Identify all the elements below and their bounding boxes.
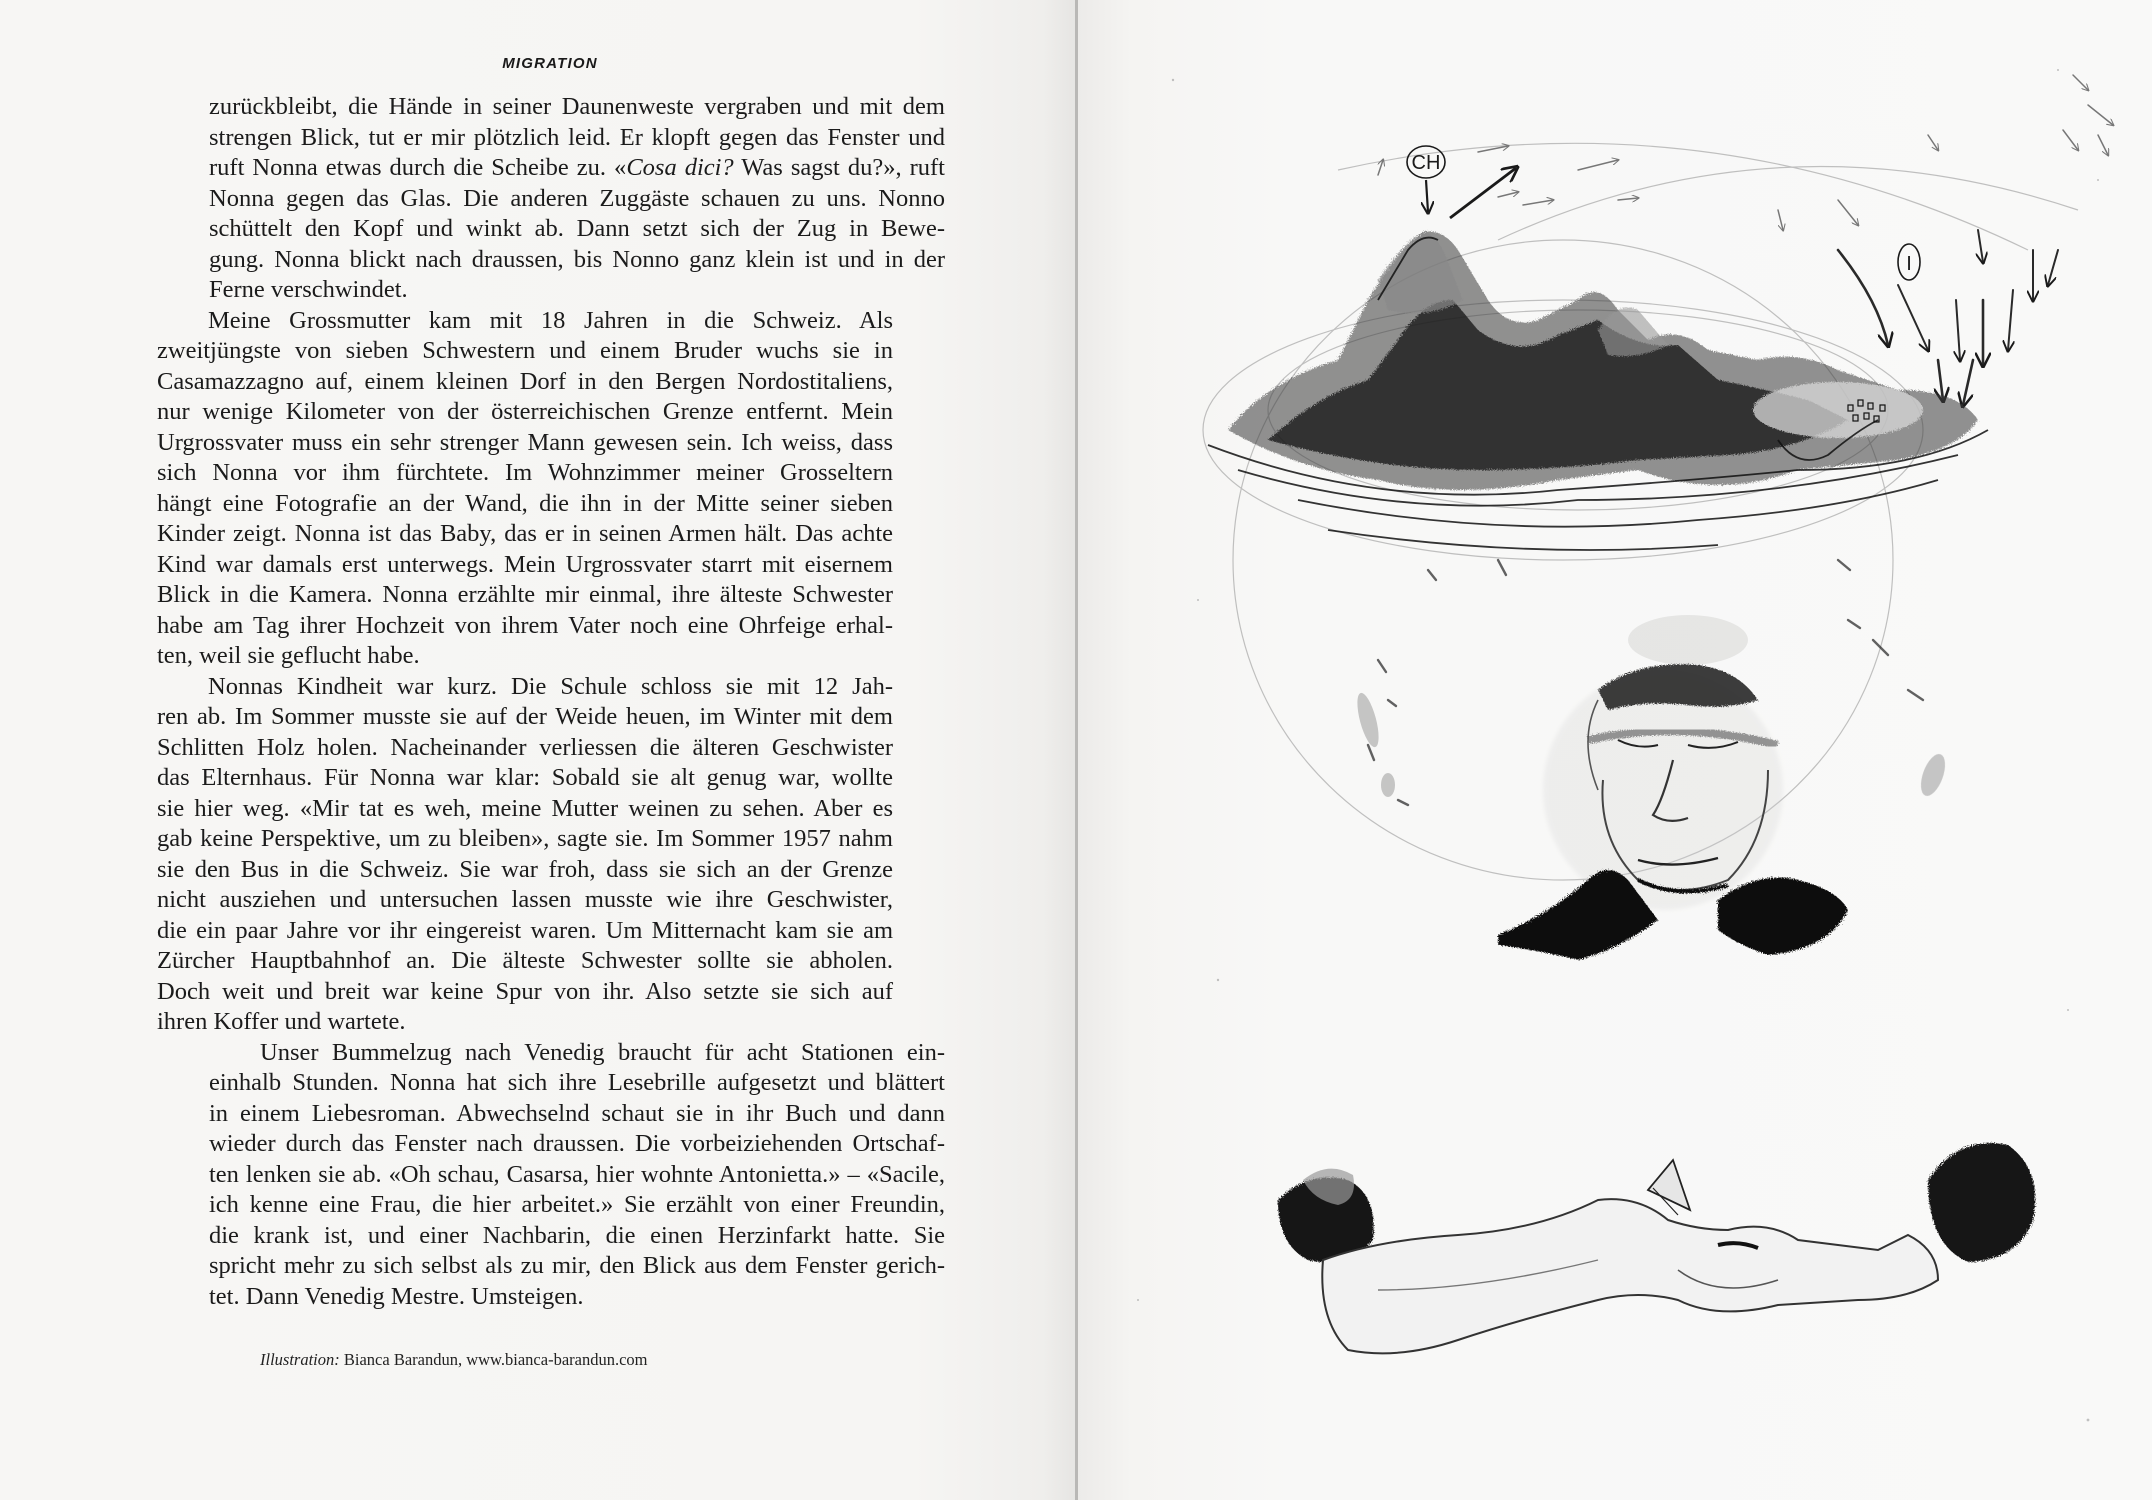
text-line: gung. Nonna blickt nach draussen, bis Nonno ganz klein ist und in der bbox=[209, 245, 945, 273]
text-line: in einem Liebesroman. Abwechselnd schaut sie in ihr Buch und dann bbox=[209, 1099, 945, 1127]
text-line: schüttelt den Kopf und winkt ab. Dann setzt sich der Zug in Bewe- bbox=[209, 215, 945, 242]
text-line: habe am Tag ihrer Hochzeit von ihrem Vater noch eine Ohrfeige erhal- bbox=[157, 611, 893, 639]
text-line: hängt eine Fotografie an der Wand, die ihn in der Mitte seiner sieben bbox=[157, 489, 893, 517]
text-line: ten lenken sie ab. «Oh schau, Casarsa, hier wohnte Antonietta.» – «Sacile, bbox=[209, 1160, 945, 1188]
illustration-credit bbox=[260, 1350, 648, 1370]
text-line: gab keine Perspektive, um zu bleiben», sagte sie. Im Sommer 1957 nahm bbox=[157, 825, 893, 852]
text-line: die krank ist, und einer Nachbarin, die einen Herzinfarkt hatte. Sie bbox=[209, 1221, 945, 1249]
left-page bbox=[0, 0, 1075, 1500]
paragraph-grossmutter bbox=[157, 306, 893, 672]
text-line: ihren Koffer und wartete. bbox=[157, 1008, 406, 1035]
label-i: I bbox=[1906, 253, 1912, 275]
text-line: Ferne verschwindet. bbox=[209, 276, 408, 303]
text-line: die ein paar Jahre vor ihr eingereist waren. Um Mitternacht kam sie am bbox=[157, 916, 893, 944]
text-line: Nonnas Kindheit war kurz. Die Schule schloss sie mit 12 Jah- bbox=[208, 672, 893, 700]
label-ch-marker bbox=[1407, 146, 1516, 218]
illustration bbox=[1078, 0, 2152, 1500]
faint-arrows bbox=[1378, 75, 2113, 230]
label-i-marker bbox=[1898, 244, 1920, 280]
text-line-with-italic bbox=[209, 153, 945, 184]
text-line: sie den Bus in die Schweiz. Sie war froh, dass sie sich an der Grenze bbox=[157, 855, 893, 883]
text-line: zweitjüngste von sieben Schwestern und einem Bruder wuchs sie in bbox=[157, 337, 893, 364]
text-line: ich kenne eine Frau, die hier arbeitet.» Sie erzählt von einer Freundin, bbox=[209, 1191, 945, 1218]
credit-label: Illustration: bbox=[260, 1350, 340, 1369]
label-ch: CH bbox=[1411, 152, 1441, 174]
paragraph-bummelzug bbox=[209, 1038, 945, 1313]
text-line: Casamazzagno auf, einem kleinen Dorf in den Bergen Nordostitaliens, bbox=[157, 367, 893, 395]
text-line: Doch weit und breit war keine Spur von ihr. Also setzte sie sich auf bbox=[157, 977, 893, 1005]
mountain-landscape bbox=[1228, 231, 1978, 490]
text-line: sie hier weg. «Mir tat es weh, meine Mutter weinen zu sehen. Aber es bbox=[157, 794, 893, 822]
text-line: nicht ausziehen und untersuchen lassen musste wie ihre Geschwister, bbox=[157, 886, 893, 913]
paragraph-kindheit bbox=[157, 672, 893, 1038]
wind-arrows bbox=[1838, 230, 2058, 405]
text-line: das Elternhaus. Für Nonna war klar: Sobald sie alt genug war, wollte bbox=[157, 764, 893, 791]
credit-text: Bianca Barandun, www.bianca-barandun.com bbox=[339, 1350, 648, 1369]
text-line: spricht mehr zu sich selbst als zu mir, den Blick aus dem Fenster gerich- bbox=[209, 1252, 945, 1279]
text-line: Unser Bummelzug nach Venedig braucht für acht Stationen ein- bbox=[260, 1038, 945, 1066]
text-line: Blick in die Kamera. Nonna erzählte mir einmal, ihre älteste Schwester bbox=[157, 581, 893, 608]
text-line: Urgrossvater muss ein sehr strenger Mann gewesen sein. Ich weiss, dass bbox=[157, 428, 893, 456]
text-line: Meine Grossmutter kam mit 18 Jahren in die Schweiz. Als bbox=[208, 306, 893, 334]
text-line: einhalb Stunden. Nonna hat sich ihre Lesebrille aufgesetzt und blättert bbox=[209, 1069, 945, 1096]
text-line: sich Nonna vor ihm fürchtete. Im Wohnzimmer meiner Grosseltern bbox=[157, 459, 893, 486]
text-line: Schlitten Holz holen. Nacheinander verliessen die älteren Geschwister bbox=[157, 733, 893, 761]
text-line: zurückbleibt, die Hände in seiner Daunenweste vergraben und mit dem bbox=[209, 93, 945, 120]
italic-quote: Cosa dici? bbox=[626, 154, 734, 181]
paragraph-continuation bbox=[209, 92, 945, 306]
text-line: Kinder zeigt. Nonna ist das Baby, das er in seinen Armen hält. Das achte bbox=[157, 520, 893, 547]
text-line: ren ab. Im Sommer musste sie auf der Weide heuen, im Winter mit dem bbox=[157, 703, 893, 730]
text-fragment: Was sagst du?», ruft bbox=[733, 154, 945, 181]
hands-drawing bbox=[1278, 1143, 2035, 1353]
text-line: tet. Dann Venedig Mestre. Umsteigen. bbox=[209, 1282, 584, 1310]
text-line: Zürcher Hauptbahnhof an. Die älteste Schwester sollte sie abholen. bbox=[157, 947, 893, 974]
running-head: MIGRATION bbox=[502, 55, 598, 72]
text-line: ten, weil sie geflucht habe. bbox=[157, 642, 420, 669]
text-fragment: ruft Nonna etwas durch die Scheibe zu. « bbox=[209, 154, 627, 181]
text-line: nur wenige Kilometer von der österreichischen Grenze entfernt. Mein bbox=[157, 398, 893, 425]
text-line: Kind war damals erst unterwegs. Mein Urgrossvater starrt mit eisernem bbox=[157, 550, 893, 578]
text-line: wieder durch das Fenster nach draussen. Die vorbeiziehenden Ortschaf- bbox=[209, 1130, 945, 1157]
text-line: strengen Blick, tut er mir plötzlich leid. Er klopft gegen das Fenster und bbox=[209, 123, 945, 151]
face-drawing bbox=[1543, 664, 1783, 910]
text-line: Nonna gegen das Glas. Die anderen Zuggäste schauen zu uns. Nonno bbox=[209, 184, 945, 212]
